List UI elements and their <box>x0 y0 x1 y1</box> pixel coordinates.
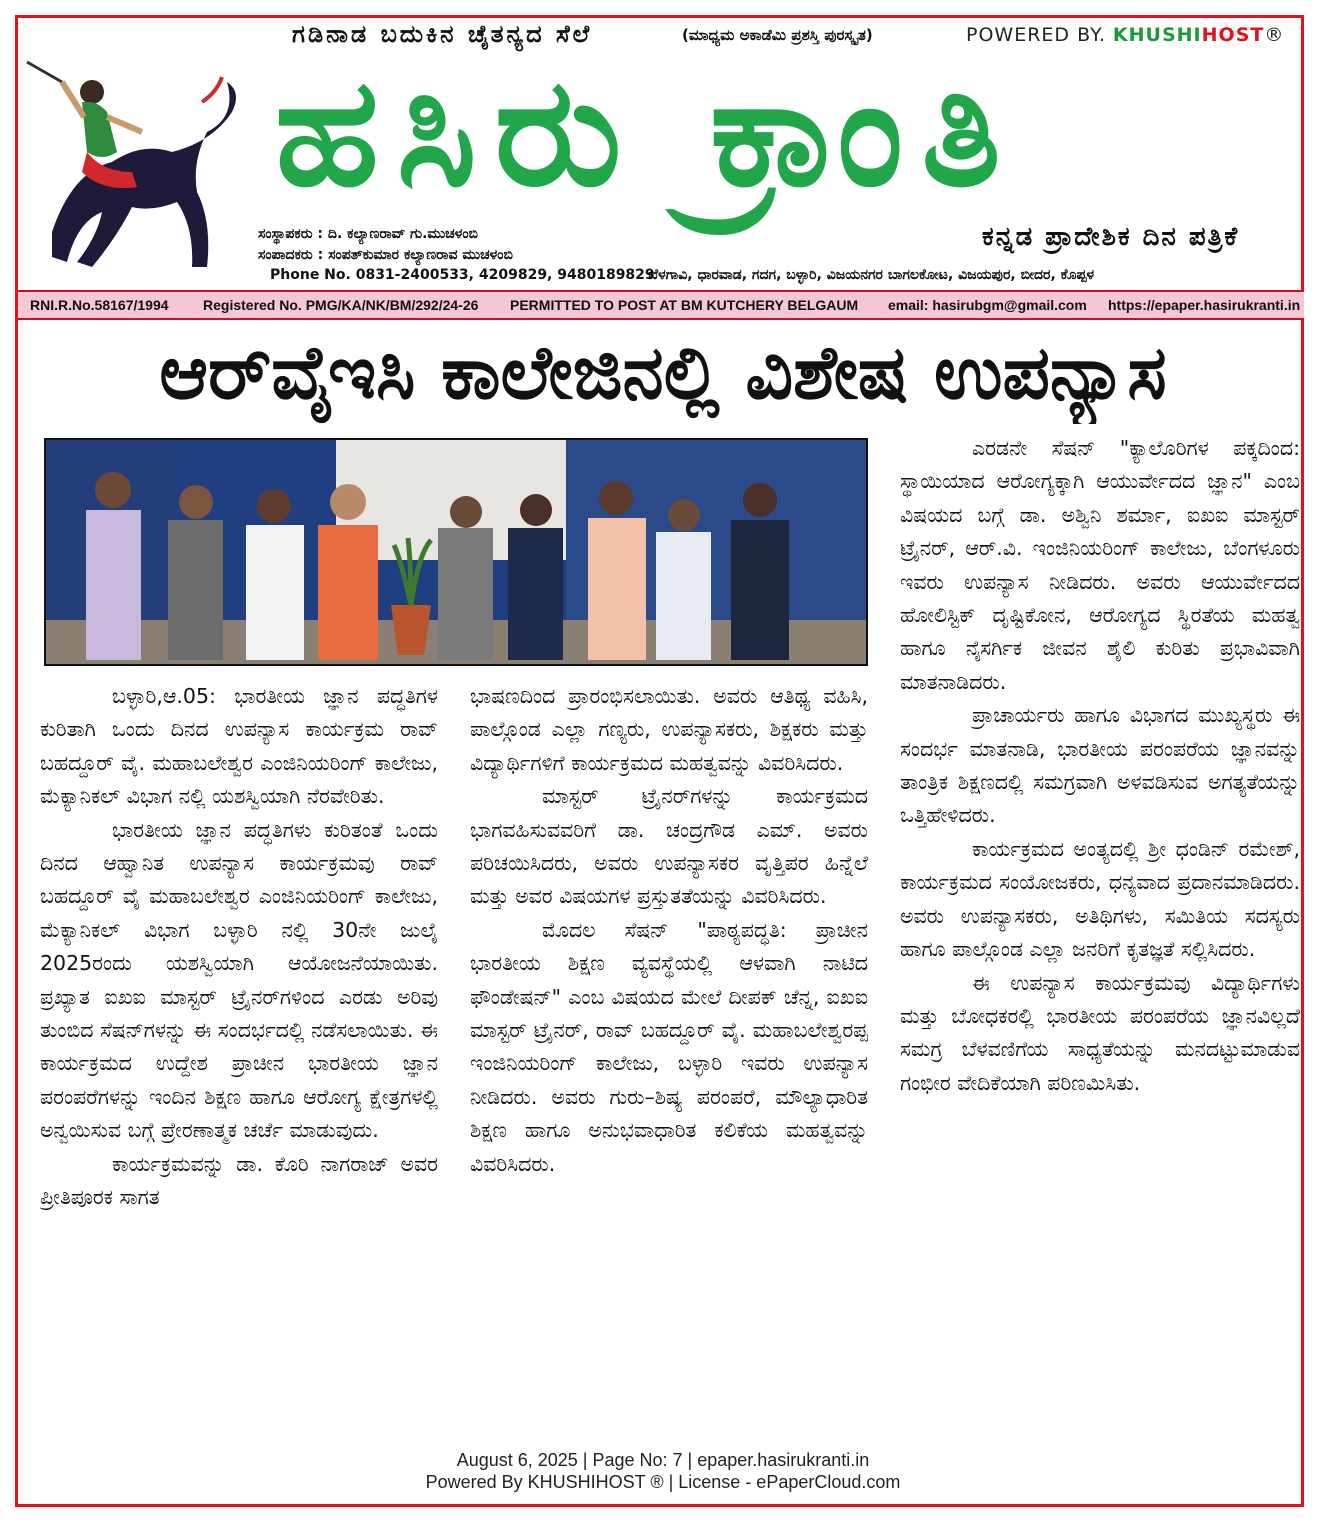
article-paragraph: ಪ್ರಾಚಾರ್ಯರು ಹಾಗೂ ವಿಭಾಗದ ಮುಖ್ಯಸ್ಥರು ಈ ಸಂದರ್ಭ ಮಾತನಾಡಿ, ಭಾರತೀಯ ಪರಂಪರೆಯ ಜ್ಞಾನವನ್ನು ತಾಂತ್ರಿಕ ಶಿಕ್ಷಣದಲ್ಲಿ ಸಮಗ್ರವಾಗಿ ಅಳವಡಿಸುವ ಅಗತ್ಯತೆಯನ್ನು ಒತ್ತಿಹೇಳಿದರು. <box>900 703 1300 828</box>
email-address[interactable]: email: hasirubgm@gmail.com <box>888 297 1087 313</box>
article-paragraph: ಭಾರತೀಯ ಜ್ಞಾನ ಪದ್ಧತಿಗಳು ಕುರಿತಂತೆ ಒಂದು ದಿನದ ಆಹ್ವಾನಿತ ಉಪನ್ಯಾಸ ಕಾರ್ಯಕ್ರಮವು ರಾವ್ ಬಹದ್ದೂರ್ ವೈ ಮಹಾಬಲೇಶ್ವರ ಎಂಜಿನಿಯರಿಂಗ್ ಕಾಲೇಜು, ಮೆಕ್ಯಾನಿಕಲ್ ವಿಭಾಗ ಬಳ್ಳಾರಿ ನಲ್ಲಿ 30ನೇ ಜುಲೈ 2025ರಂದು ಯಶಸ್ವಿಯಾಗಿ ಆಯೋಜನೆಯಾಯಿತು. ಪ್ರಖ್ಯಾತ ಐಖಐ ಮಾಸ್ಟರ್ ಟ್ರೈನರ್‌ಗಳಿಂದ ಎರಡು ಅರಿವು ತುಂಬಿದ ಸೆಷನ್‌ಗಳನ್ನು ಈ ಸಂದರ್ಭದಲ್ಲಿ ನಡೆಸಲಾಯಿತು. ಈ ಕಾರ್ಯಕ್ರಮದ ಉದ್ದೇಶ ಪ್ರಾಚೀನ ಭಾರತೀಯ ಜ್ಞಾನ ಪರಂಪರೆಗಳನ್ನು ಇಂದಿನ ಶಿಕ್ಷಣ ಹಾಗೂ ಆರೋಗ್ಯ ಕ್ಷೇತ್ರಗಳಲ್ಲಿ ಅನ್ವಯಿಸುವ ಬಗ್ಗೆ ಪ್ರೇರಣಾತ್ಮಕ ಚರ್ಚೆ ಮಾಡುವುದು. <box>40 817 438 1143</box>
footer-powered-by: Powered By KHUSHIHOST ® | License - ePaperCloud.com <box>425 1472 901 1492</box>
warrior-horse-logo <box>22 22 252 282</box>
epaper-link[interactable]: https://epaper.hasirukranti.in <box>1108 297 1301 313</box>
powered-suffix: ® <box>1264 24 1285 46</box>
newspaper-subtitle: ಕನ್ನಡ ಪ್ರಾದೇಶಿಕ ದಿನ ಪತ್ರಿಕೆ <box>982 222 1240 252</box>
article-column-3 <box>900 432 1300 1450</box>
editor-line: ಸಂಪಾದಕರು : ಸಂಪತ್‌ಕುಮಾರ ಕಲ್ಯಾಣರಾವ ಮುಚಳಂಬಿ <box>258 247 513 263</box>
article-paragraph: ಮೊದಲ ಸೆಷನ್ "ಪಾಠ್ಯಪದ್ಧತಿ: ಪ್ರಾಚೀನ ಭಾರತೀಯ ಶಿಕ್ಷಣ ವ್ಯವಸ್ಥೆಯಲ್ಲಿ ಆಳವಾಗಿ ನಾಟಿದ ಫೌಂಡೇಷನ್" ಎಂಬ ವಿಷಯದ ಮೇಲೆ ದೀಪಕ್ ಚೆನ್ನ, ಐಖಐ ಮಾಸ್ಟರ್ ಟ್ರೈನರ್, ರಾವ್ ಬಹದ್ದೂರ್ ವೈ. ಮಹಾಬಲೇಶ್ವರಪ್ಪ ಇಂಜಿನಿಯರಿಂಗ್ ಕಾಲೇಜು, ಬಳ್ಳಾರಿ ಇವರು ಉಪನ್ಯಾಸ ನೀಡಿದರು. ಅವರು ಗುರು–ಶಿಷ್ಯ ಪರಂಪರೆ, ಮೌಲ್ಯಾಧಾರಿತ ಶಿಕ್ಷಣ ಹಾಗೂ ಅನುಭವಾಧಾರಿತ ಕಲಿಕೆಯ ಮಹತ್ವವನ್ನು ವಿವರಿಸಿದರು. <box>470 917 868 1176</box>
article-paragraph: ಈ ಉಪನ್ಯಾಸ ಕಾರ್ಯಕ್ರಮವು ವಿದ್ಯಾರ್ಥಿಗಳು ಮತ್ತು ಬೋಧಕರಲ್ಲಿ ಭಾರತೀಯ ಪರಂಪರೆಯ ಜ್ಞಾನವಿಲ್ಲದೆ ಸಮಗ್ರ ಬೆಳವಣಿಗೆಯ ಸಾಧ್ಯತೆಯನ್ನು ಮನದಟ್ಟುಮಾಡುವ ಗಂಭೀರ ವೇದಿಕೆಯಾಗಿ ಪರಿಣಮಿಸಿತು. <box>900 970 1300 1095</box>
phone-line: Phone No. 0831-2400533, 4209829, 9480189829 <box>270 267 655 283</box>
powered-brand-host: HOST <box>1201 24 1265 46</box>
article-column-1 <box>40 680 438 1450</box>
editions-cities: ಬೆಳಗಾವಿ, ಧಾರವಾಡ, ಗದಗ, ಬಳ್ಳಾರಿ, ವಿಜಯನಗರ ಬಾಗಲಕೋಟ, ವಿಜಯಪುರ, ಬೀದರ, ಕೊಪ್ಪಳ <box>648 267 1095 283</box>
founder-line: ಸಂಸ್ಥಾಪಕರು : ದಿ. ಕಲ್ಯಾಣರಾವ್ ಗು.ಮುಚಳಂಬಿ <box>258 226 478 242</box>
masthead-tagline: ಗಡಿನಾಡ ಬದುಕಿನ ಚೈತನ್ಯದ ಸೆಲೆ <box>292 20 593 48</box>
article-headline: ಆರ್‌ವೈಇಸಿ ಕಾಲೇಜಿನಲ್ಲಿ ವಿಶೇಷ ಉಪನ್ಯಾಸ <box>159 330 1167 416</box>
article-paragraph: ಮಾಸ್ಟರ್ ಟ್ರೈನರ್‌ಗಳನ್ನು ಕಾರ್ಯಕ್ರಮದ ಭಾಗವಹಿಸುವವರಿಗೆ ಡಾ. ಚಂದ್ರಗೌಡ ಎಮ್. ಅವರು ಪರಿಚಯಿಸಿದರು, ಅವರು ಉಪನ್ಯಾಸಕರ ವೃತ್ತಿಪರ ಹಿನ್ನೆಲೆ ಮತ್ತು ಅವರ ವಿಷಯಗಳ ಪ್ರಸ್ತುತತೆಯನ್ನು ವಿವರಿಸಿದರು. <box>470 784 868 909</box>
registration-bar <box>18 290 1304 320</box>
article-paragraph: ಬಳ್ಳಾರಿ,ಆ.05: ಭಾರತೀಯ ಜ್ಞಾನ ಪದ್ಧತಿಗಳ ಕುರಿತಾಗಿ ಒಂದು ದಿನದ ಉಪನ್ಯಾಸ ಕಾರ್ಯಕ್ರಮ ರಾವ್ ಬಹದ್ದೂರ್ ವೈ. ಮಹಾಬಲೇಶ್ವರ ಎಂಜಿನಿಯರಿಂಗ್ ಕಾಲೇಜು, ಮೆಕ್ಯಾನಿಕಲ್ ವಿಭಾಗ ನಲ್ಲಿ ಯಶಸ್ವಿಯಾಗಿ ನೆರವೇರಿತು. <box>40 684 438 809</box>
footer-date-page: August 6, 2025 | Page No: 7 | epaper.hasirukranti.in <box>456 1450 870 1470</box>
article-paragraph: ಕಾರ್ಯಕ್ರಮವನ್ನು ಡಾ. ಕೊರಿ ನಾಗರಾಜ್ ಅವರ ಪ್ರೀತಿಪೂರಕ ಸಾಗತ <box>40 1151 438 1210</box>
postal-permit: PERMITTED TO POST AT BM KUTCHERY BELGAUM <box>510 297 859 313</box>
registered-number: Registered No. PMG/KA/NK/BM/292/24-26 <box>203 297 479 313</box>
article-paragraph: ಕಾರ್ಯಕ್ರಮದ ಅಂತ್ಯದಲ್ಲಿ ಶ್ರೀ ಧಂಡಿನ್ ರಮೇಶ್, ಕಾರ್ಯಕ್ರಮದ ಸಂಯೋಜಕರು, ಧನ್ಯವಾದ ಪ್ರದಾನಮಾಡಿದರು. ಅವರು ಉಪನ್ಯಾಸಕರು, ಅತಿಥಿಗಳು, ಸಮಿತಿಯ ಸದಸ್ಯರು ಹಾಗೂ ಪಾಲ್ಗೊಂಡ ಎಲ್ಲಾ ಜನರಿಗೆ ಕೃತಜ್ಞತೆ ಸಲ್ಲಿಸಿದರು. <box>900 836 1300 962</box>
award-note: (ಮಾಧ್ಯಮ ಅಕಾಡೆಮಿ ಪ್ರಶಸ್ತಿ ಪುರಸ್ಕೃತ) <box>682 26 873 44</box>
article-column-2 <box>470 680 868 1450</box>
newspaper-title: ಹಸಿರು ಕ್ರಾಂತಿ <box>275 46 1019 220</box>
rni-number: RNI.R.No.58167/1994 <box>30 297 169 313</box>
article-paragraph: ಎರಡನೇ ಸೆಷನ್ "ಕ್ಯಾಲೊರಿಗಳ ಪಕ್ಕದಿಂದ: ಸ್ಥಾಯಿಯಾದ ಆರೋಗ್ಯಕ್ಕಾಗಿ ಆಯುರ್ವೇದದ ಜ್ಞಾನ" ಎಂಬ ವಿಷಯದ ಬಗ್ಗೆ ಡಾ. ಅಶ್ವಿನಿ ಶರ್ಮಾ, ಐಖಐ ಮಾಸ್ಟರ್ ಟ್ರೈನರ್, ಆರ್.ವಿ. ಇಂಜಿನಿಯರಿಂಗ್ ಕಾಲೇಜು, ಬೆಂಗಳೂರು ಇವರು ಉಪನ್ಯಾಸ ನೀಡಿದರು. ಅವರು ಆಯುರ್ವೇದದ ಹೋಲಿಸ್ಟಿಕ್ ದೃಷ್ಟಿಕೋನ, ಆರೋಗ್ಯದ ಸ್ಥಿರತೆಯ ಮಹತ್ವ ಹಾಗೂ ನೈಸರ್ಗಿಕ ಜೀವನ ಶೈಲಿ ಕುರಿತು ಪ್ರಭಾವಿವಾಗಿ ಮಾತನಾಡಿದರು. <box>900 436 1300 694</box>
article-paragraph: ಭಾಷಣದಿಂದ ಪ್ರಾರಂಭಿಸಲಾಯಿತು. ಅವರು ಆತಿಥ್ಯ ವಹಿಸಿ, ಪಾಲ್ಗೊಂಡ ಎಲ್ಲಾ ಗಣ್ಯರು, ಉಪನ್ಯಾಸಕರು, ಶಿಕ್ಷಕರು ಮತ್ತು ವಿದ್ಯಾರ್ಥಿಗಳಿಗೆ ಕಾರ್ಯಕ್ರಮದ ಮಹತ್ವವನ್ನು ವಿವರಿಸಿದರು. <box>470 684 868 775</box>
powered-brand-khushi: KHUSHI <box>1112 24 1202 46</box>
powered-prefix: POWERED BY. <box>966 24 1113 46</box>
event-group-photo <box>44 438 868 666</box>
